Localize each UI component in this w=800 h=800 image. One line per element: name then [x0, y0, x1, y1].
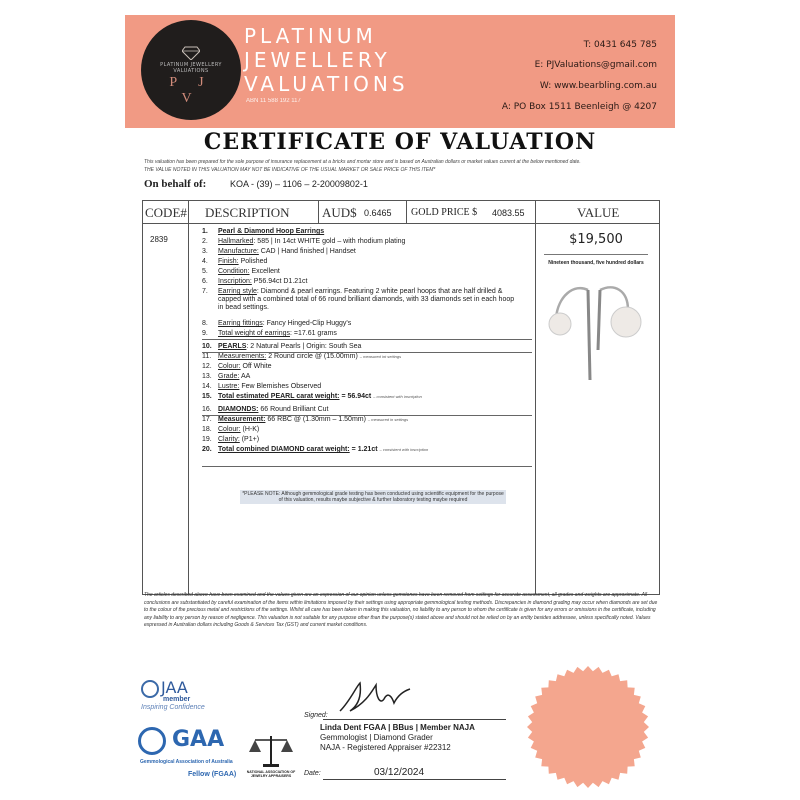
- signer-name: Linda Dent FGAA | BBus | Member NAJA: [320, 723, 475, 732]
- item-number: 13.: [202, 373, 212, 380]
- item-value: 2 Round circle @ (15.00mm): [266, 353, 358, 360]
- item-number: 8.: [202, 320, 208, 327]
- disclaimer-text: This valuation has been prepared for the sole purpose of insurance replacement at a bricks and mortar store and is based on Australian dollars or market values current at the below mentioned date.: [144, 159, 581, 165]
- logo-ring-text: PLATINUM JEWELLERY VALUATIONS: [160, 62, 222, 74]
- item-number: 17.: [202, 416, 212, 423]
- value-underline: [544, 254, 648, 255]
- item-number: 2.: [202, 238, 208, 245]
- item-number: 19.: [202, 436, 212, 443]
- item-label: Grade:: [218, 373, 240, 380]
- item-label: Earring fittings: [218, 320, 263, 327]
- signed-label: Signed:: [304, 712, 328, 719]
- item-value: AA: [239, 373, 251, 380]
- brand-name: [244, 24, 409, 96]
- brand-line: JEWELLERY: [244, 48, 391, 72]
- item-label: Condition:: [218, 268, 250, 275]
- item-number: 7.: [202, 288, 208, 295]
- item-label: Earring style: [218, 288, 257, 295]
- column-divider: [188, 201, 189, 594]
- item-value: : 2 Natural Pearls | Origin: South Sea: [246, 343, 362, 350]
- item-number: 9.: [202, 330, 208, 337]
- behalf-label: On behalf of:: [144, 178, 207, 190]
- date-line: [323, 779, 506, 780]
- item-value: : 585 | In 14ct WHITE gold – with rhodium plating: [253, 238, 406, 245]
- item-label: Manufacture:: [218, 248, 259, 255]
- jaa-logo-icon: [141, 680, 159, 698]
- date-label: Date:: [304, 770, 321, 777]
- item-label: Lustre:: [218, 383, 240, 390]
- item-label: Inscription:: [218, 278, 252, 285]
- item-label: Total weight of earrings: [218, 330, 290, 337]
- pearl: [611, 307, 641, 337]
- item-number: 4.: [202, 258, 208, 265]
- signer-role: Gemmologist | Diamond Grader: [320, 733, 433, 742]
- item-value: (H-K): [240, 426, 260, 433]
- header-aud-label: AUD$: [322, 205, 357, 220]
- item-label: Colour:: [218, 363, 241, 370]
- item-number: 20.: [202, 446, 212, 453]
- item-value: Off White: [240, 363, 272, 370]
- item-value: = 56.94ct: [339, 393, 372, 400]
- item-value: CAD | Hand finished | Handset: [258, 248, 356, 255]
- item-label: Hallmarked: [218, 238, 254, 245]
- contact-email: E: PJValuations@gmail.com: [534, 60, 657, 70]
- header-gold-label: GOLD PRICE $: [411, 207, 478, 218]
- naja-badge: [243, 732, 299, 778]
- item-label: Colour:: [218, 426, 241, 433]
- item-number: 10.: [202, 343, 212, 350]
- earrings-photo: [548, 278, 646, 384]
- item-value: : =17.61 grams: [289, 330, 337, 337]
- valuation-words: Nineteen thousand, five hundred dollars: [548, 260, 644, 266]
- jaa-tagline: Inspiring Confidence: [141, 704, 205, 711]
- item-note: – measured in settings: [367, 417, 409, 422]
- header-value: VALUE: [577, 205, 620, 220]
- header-cell-divider: [406, 201, 407, 223]
- item-number: 5.: [202, 268, 208, 275]
- earring-post: [598, 290, 600, 350]
- jaa-name: JAA: [161, 678, 188, 697]
- scales-icon: [243, 732, 299, 768]
- logo-initials: P J V: [169, 75, 213, 106]
- earring-hoop: [600, 287, 628, 310]
- item-number: 15.: [202, 393, 212, 400]
- item-value: : Diamond & pearl earrings. Featuring 2 white pearl hoops that are half drilled & capped with a combined total of 66 round brilliant diamonds, with 33 diamonds set in each hoop in bead settings.: [218, 288, 515, 311]
- item-value: 66 Round Brilliant Cut: [258, 406, 329, 413]
- section-divider: [202, 352, 532, 353]
- signer-info: [320, 723, 475, 753]
- item-note: – consistent with inscription: [373, 394, 422, 399]
- header-cell-divider: [318, 201, 319, 223]
- gaa-logo-icon: [138, 727, 166, 755]
- item-label: Measurement:: [218, 416, 266, 423]
- item-number: 18.: [202, 426, 212, 433]
- header-gold-value: 4083.55: [492, 208, 525, 218]
- item-number: 1.: [202, 228, 208, 235]
- item-value: (P1+): [239, 436, 260, 443]
- signature-line: [323, 719, 506, 720]
- jaa-member: member: [163, 696, 191, 703]
- signature-mark: [336, 677, 414, 717]
- item-number: 3.: [202, 248, 208, 255]
- certificate-title: CERTIFICATE OF VALUATION: [203, 129, 597, 155]
- item-note: – consistent with inscription: [379, 447, 429, 452]
- brand-line: PLATINUM: [244, 24, 377, 48]
- please-note: *PLEASE NOTE: Although gemmological grade testing has been conducted using scientific equipment for the purpose of this valuation, results maybe subjective & further laboratory testing maybe required: [240, 490, 506, 504]
- item-value: Few Blemishes Observed: [239, 383, 322, 390]
- item-label: Finish:: [218, 258, 239, 265]
- item-title: Pearl & Diamond Hoop Earrings: [218, 228, 325, 235]
- item-number: 14.: [202, 383, 212, 390]
- brand-line: VALUATIONS: [244, 72, 409, 96]
- diamond-icon: [182, 46, 200, 60]
- contact-phone: T: 0431 645 785: [583, 40, 657, 50]
- header-divider: [143, 223, 659, 224]
- item-value: Excellent: [249, 268, 280, 275]
- gaa-fellow: Fellow (FGAA): [188, 771, 237, 778]
- item-number: 16.: [202, 406, 212, 413]
- item-code: 2839: [150, 235, 168, 244]
- item-value: Polished: [238, 258, 268, 265]
- seal-sticker: [526, 665, 650, 789]
- gaa-full-name: Gemmological Association of Australia: [140, 759, 233, 765]
- logo: [141, 20, 241, 120]
- footnote-text: The articles described above have been examined and the values given are an expression of our opinion unless gemstones have been removed from settings for accurate assessment, all grades and weights are approximate. All conclusions are substantiated by careful examination of the items within limitations imposed by their settings using appropriate gemmological testing methods. Discrepancies in diamond grading may occur when diamonds are set due to the colour of the precious metal and restrictions of the settings. Whilst all care has been taken in making this valuation, no liability to any person to whom the certificate is given for any errors or omissions in the certificate, including any liability to any person by reason of negligence. This valuation is not suitable for any purpose other than the purpose(s) stated above and should not be relied on by an entity besides addressee, unless specifically noted. Values expressed in Australian dollars including Goods & Services Tax (GST) and current market conditions.: [144, 592, 658, 628]
- earring-post: [588, 290, 590, 380]
- item-number: 6.: [202, 278, 208, 285]
- section-divider: [202, 415, 532, 416]
- section-divider: [202, 339, 532, 340]
- abn: ABN 11 588 192 117: [246, 98, 301, 104]
- contact-website: W: www.bearbling.com.au: [539, 81, 657, 91]
- item-label: Total combined DIAMOND carat weight:: [218, 446, 350, 453]
- item-label: DIAMONDS:: [218, 406, 259, 413]
- item-note: – measured int settings: [359, 354, 402, 359]
- pearl: [549, 313, 571, 335]
- item-label: Total estimated PEARL carat weight:: [218, 393, 340, 400]
- header-description: DESCRIPTION: [205, 205, 290, 220]
- item-value: = 1.21ct: [349, 446, 378, 453]
- item-value: 66 RBC @ (1.30mm – 1.50mm): [265, 416, 366, 423]
- contact-address: A: PO Box 1511 Beenleigh @ 4207: [501, 102, 657, 112]
- item-number: 11.: [202, 353, 212, 360]
- item-label: Clarity:: [218, 436, 240, 443]
- item-value: P56.94ct D1.21ct: [251, 278, 308, 285]
- header-aud-value: 0.6465: [364, 208, 392, 218]
- behalf-value: KOA - (39) – 1106 – 2-20009802-1: [230, 179, 368, 189]
- disclaimer-caps: THE VALUE NOTED IN THIS VALUATION MAY NOT BE INDICATIVE OF THE USUAL MARKET OR SALE PRICE OF THIS ITEM*: [144, 167, 436, 173]
- header-code: CODE#: [145, 205, 187, 220]
- gaa-name: GAA: [172, 727, 225, 752]
- section-divider: [202, 466, 532, 467]
- item-number: 12.: [202, 363, 212, 370]
- item-label: Measurements:: [218, 353, 267, 360]
- item-label: PEARLS: [218, 343, 247, 350]
- date-value: 03/12/2024: [374, 767, 425, 778]
- naja-name: NATIONAL ASSOCIATION OF JEWELRY APPRAISERS: [246, 770, 296, 778]
- signer-registration: NAJA - Registered Appraiser #22312: [320, 743, 451, 752]
- valuation-amount: $19,500: [569, 232, 623, 247]
- item-value: : Fancy Hinged-Clip Huggy's: [262, 320, 352, 327]
